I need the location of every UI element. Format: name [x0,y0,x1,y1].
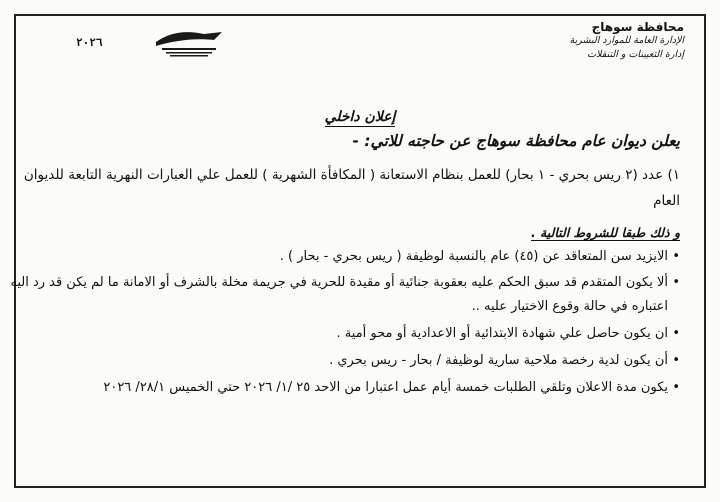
conditions-heading-wrap [40,222,680,241]
announcement-title: إعلان داخلي [324,109,396,125]
announcement-title-wrap [0,106,720,125]
organization-header [464,20,684,62]
announcement-headline: يعلن ديوان عام محافظة سوهاج عن حاجته للاتي: - [352,132,680,150]
conditions-heading: و ذلك طبقا للشروط التالية . [530,225,680,240]
document-year: ٢٠٢٦ [76,36,103,49]
conditions-list [10,244,680,402]
org-section: إدارة التعيينات و التنقلات [587,49,684,60]
job-item: ١) عدد (٢ ريس بحري - ١ بحار) للعمل بنظام الاستعانة ( المكافأة الشهرية ) للعمل علي العبارات النهرية التابعة للديوان العام [23,167,680,209]
org-department: الإدارة العامة للموارد البشرية [569,35,684,46]
condition-item: • ان يكون حاصل علي شهادة الابتدائية أو الاعدادية أو محو أمية . [10,321,680,346]
condition-item: • الايزيد سن المتعاقد عن (٤٥) عام بالنسبة لوظيفة ( ريس بحري - بحار ) . [10,244,680,269]
condition-item: • ألا يكون المتقدم قد سبق الحكم عليه بعقوبة جنائية أو مقيدة للحرية في جريمة مخلة بالشرف أو الامانة ما لم يكن قد رد اليه اعتباره في حالة وقوع الاختيار عليه .. [10,271,680,319]
governorate-logo-icon [152,28,226,60]
condition-item: • أن يكون لدية رخصة ملاحية سارية لوظيفة / بحار - ريس بحري . [10,348,680,373]
org-name: محافظة سوهاج [591,20,684,34]
condition-item: • يكون مدة الاعلان وتلقي الطلبات خمسة أيام عمل اعتبارا من الاحد ٢٥ /١/ ٢٠٢٦ حتي الخميس ٢٨/١/ ٢٠٢٦ [10,375,680,400]
